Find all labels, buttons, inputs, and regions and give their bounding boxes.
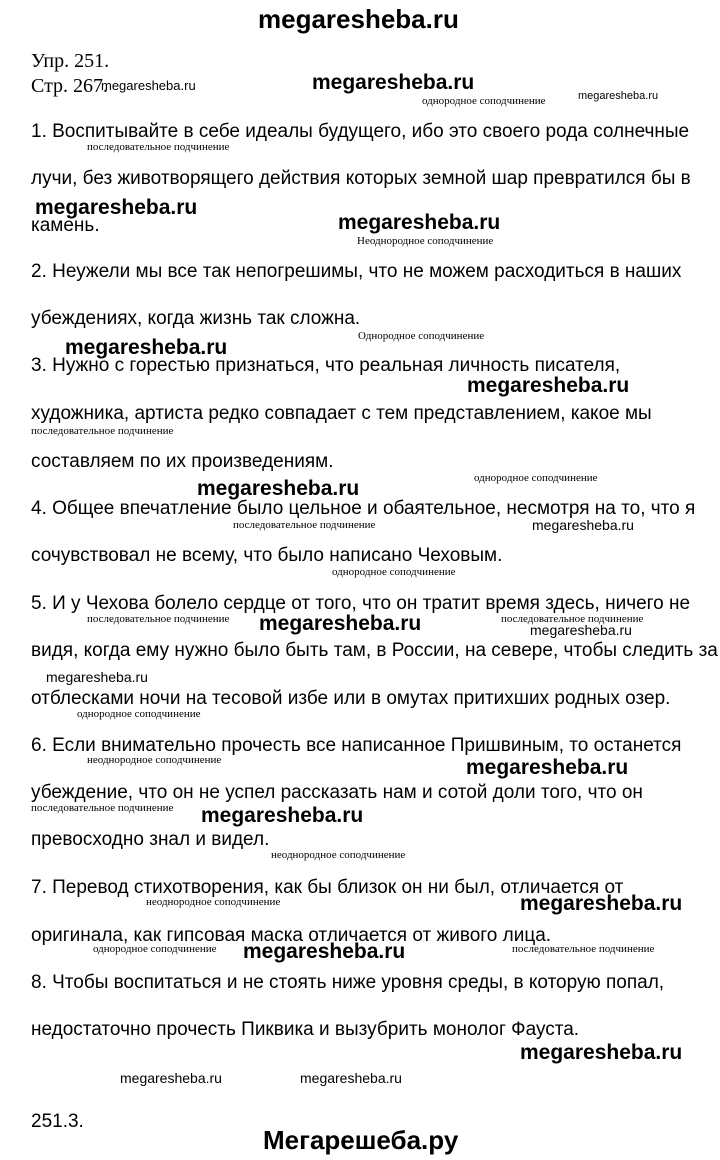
annotation: последовательное подчинение — [87, 613, 230, 625]
annotation: последовательное подчинение — [31, 425, 174, 437]
text-line: 8. Чтобы воспитаться и не стоять ниже уровня среды, в которую попал, — [31, 972, 665, 993]
annotation: последовательное подчинение — [31, 802, 174, 814]
text-line: оригинала, как гипсовая маска отличается от живого лица. — [31, 925, 552, 946]
text-line: 4. Общее впечатление было цельное и обаятельное, несмотря на то, что я — [31, 498, 696, 519]
watermark: megaresheba.ru — [520, 892, 683, 915]
watermark: megaresheba.ru — [338, 211, 501, 234]
watermark: megaresheba.ru — [466, 756, 629, 779]
annotation: однородное соподчинение — [474, 472, 598, 484]
watermark: megaresheba.ru — [65, 336, 228, 359]
watermark: megaresheba.ru — [300, 1070, 402, 1086]
text-line: 3. Нужно с горестью признаться, что реальная личность писателя, — [31, 355, 621, 376]
annotation: Неоднородное соподчинение — [357, 235, 494, 247]
watermark: megaresheba.ru — [530, 622, 632, 638]
annotation: последовательное подчинение — [87, 141, 230, 153]
watermark: megaresheba.ru — [259, 612, 422, 635]
text-line: видя, когда ему нужно было быть там, в России, на севере, чтобы следить за — [31, 640, 718, 661]
text-line: убеждениях, когда жизнь так сложна. — [31, 308, 361, 329]
text-line: 7. Перевод стихотворения, как бы близок он ни был, отличается от — [31, 877, 624, 898]
watermark: megaresheba.ru — [578, 90, 659, 102]
watermark: megaresheba.ru — [532, 517, 634, 533]
watermark: megaresheba.ru — [467, 374, 630, 397]
annotation: однородное соподчинение — [332, 566, 456, 578]
annotation: однородное соподчинение — [93, 943, 217, 955]
text-line: 2. Неужели мы все так непогрешимы, что не можем расходиться в наших — [31, 261, 682, 282]
watermark: megaresheba.ru — [201, 804, 364, 827]
text-line: превосходно знал и видел. — [31, 829, 270, 850]
header-watermark: megaresheba.ru — [258, 4, 459, 34]
annotation: неоднородное соподчинение — [271, 849, 406, 861]
text-line: убеждение, что он не успел рассказать нам и сотой доли того, что он — [31, 782, 643, 803]
text-line: отблесками ночи на тесовой избе или в омутах притихших родных озер. — [31, 688, 671, 709]
text-line: художника, артиста редко совпадает с тем представлением, какое мы — [31, 403, 652, 424]
watermark: megaresheba.ru — [120, 1070, 222, 1086]
text-line: 1. Воспитывайте в себе идеалы будущего, ибо это своего рода солнечные — [31, 121, 690, 142]
text-line: 251.3. — [31, 1111, 84, 1132]
watermark: megaresheba.ru — [243, 940, 406, 963]
annotation: неоднородное соподчинение — [87, 754, 222, 766]
exercise-number: Упр. 251. — [31, 50, 110, 72]
annotation: последовательное подчинение — [512, 943, 655, 955]
watermark: megaresheba.ru — [101, 78, 196, 93]
annotation: однородное соподчинение — [422, 95, 546, 107]
watermark: megaresheba.ru — [35, 196, 198, 219]
annotation: последовательное подчинение — [233, 519, 376, 531]
watermark: megaresheba.ru — [520, 1041, 683, 1064]
text-line: недостаточно прочесть Пиквика и вызубрить монолог Фауста. — [31, 1019, 580, 1040]
text-line: камень. — [31, 215, 100, 236]
page-number: Стр. 267. — [31, 75, 109, 97]
watermark: megaresheba.ru — [312, 71, 475, 94]
footer-watermark: Мегарешеба.ру — [263, 1125, 459, 1155]
watermark: megaresheba.ru — [46, 669, 148, 685]
annotation: неоднородное соподчинение — [146, 896, 281, 908]
annotation: Однородное соподчинение — [358, 330, 485, 342]
text-line: сочувствовал не всему, что было написано Чеховым. — [31, 545, 503, 566]
text-line: 6. Если внимательно прочесть все написанное Пришвиным, то останется — [31, 735, 682, 756]
text-line: 5. И у Чехова болело сердце от того, что он тратит время здесь, ничего не — [31, 593, 691, 614]
text-line: составляем по их произведениям. — [31, 451, 334, 472]
text-line: лучи, без животворящего действия которых земной шар превратился бы в — [31, 168, 691, 189]
watermark: megaresheba.ru — [197, 477, 360, 500]
annotation: последовательное подчинение — [501, 613, 644, 625]
annotation: однородное соподчинение — [77, 708, 201, 720]
